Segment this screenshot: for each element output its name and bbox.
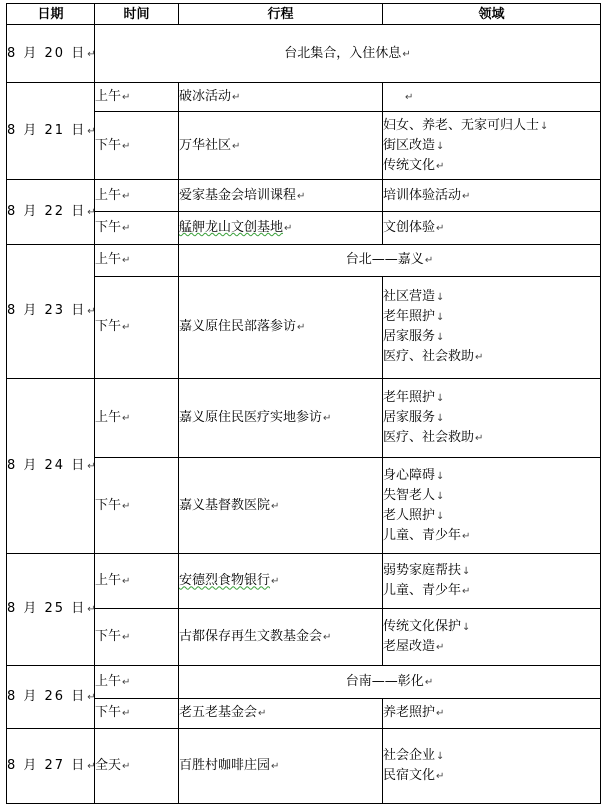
paragraph-mark: ↵ — [297, 322, 306, 334]
date-cell: 8 月 27 日↵ — [7, 728, 95, 803]
field-cell — [383, 378, 601, 457]
itinerary-cell: 嘉义原住民医疗实地参访↵ — [179, 378, 383, 457]
field-line: 儿童、青少年↵ — [383, 583, 471, 599]
field-line: 养老照护↵ — [383, 705, 445, 721]
table-row — [7, 25, 601, 83]
line-break-mark: ↓ — [436, 292, 445, 304]
time-cell: 上午↵ — [95, 665, 179, 698]
paragraph-mark: ↵ — [87, 306, 98, 318]
line-break-mark: ↓ — [436, 750, 445, 762]
line-break-mark: ↓ — [436, 490, 445, 502]
header-field: 领域 — [383, 4, 601, 25]
schedule-table — [6, 3, 601, 804]
itinerary-cell: 嘉义原住民部落参访↵ — [179, 276, 383, 378]
date-cell: 8 月 26 日↵ — [7, 665, 95, 728]
time-cell: 下午↵ — [95, 112, 179, 180]
field-cell — [383, 554, 601, 609]
date-cell: 8 月 20 日↵ — [7, 25, 95, 83]
paragraph-mark: ↵ — [122, 632, 131, 643]
paragraph-mark: ↵ — [122, 223, 131, 235]
paragraph-mark: ↵ — [122, 676, 131, 688]
paragraph-mark: ↵ — [122, 255, 131, 267]
paragraph-mark: ↵ — [297, 190, 306, 202]
line-break-mark: ↵ — [436, 160, 445, 172]
paragraph-mark: ↵ — [232, 140, 241, 152]
field-line: 老年照护↓ — [383, 389, 445, 405]
date-cell: 8 月 22 日↵ — [7, 180, 95, 244]
field-line: 失智老人↓ — [383, 487, 445, 503]
paragraph-mark: ↵ — [87, 760, 98, 772]
field-line: 老人照护↓ — [383, 507, 445, 523]
paragraph-mark: ↵ — [122, 760, 131, 772]
field-cell — [383, 609, 601, 665]
paragraph-mark: ↵ — [87, 461, 98, 473]
line-break-mark: ↓ — [436, 312, 445, 324]
paragraph-mark: ↵ — [122, 500, 131, 512]
itinerary-cell: 古都保存再生文教基金会↵ — [179, 609, 383, 665]
itinerary-cell: 万华社区↵ — [179, 112, 383, 180]
field-line: 居家服务↓ — [383, 329, 445, 345]
table-row — [7, 728, 601, 803]
field-line: 弱势家庭帮扶↓ — [383, 563, 471, 579]
paragraph-mark: ↵ — [271, 500, 280, 512]
field-line: 妇女、养老、无家可归人士↓ — [383, 117, 549, 133]
date-cell: 8 月 21 日↵ — [7, 83, 95, 180]
paragraph-mark: ↵ — [87, 604, 98, 616]
line-break-mark: ↵ — [462, 530, 471, 542]
field-cell — [383, 458, 601, 554]
itinerary-cell: 安德烈食物银行↵ — [179, 554, 383, 609]
table-row — [7, 83, 601, 112]
paragraph-mark: ↵ — [424, 676, 434, 688]
date-cell: 8 月 25 日↵ — [7, 554, 95, 665]
paragraph-mark: ↵ — [405, 92, 414, 104]
time-cell: 上午↵ — [95, 378, 179, 457]
field-cell — [383, 83, 601, 112]
paragraph-mark: ↵ — [122, 140, 131, 152]
table-row — [7, 554, 601, 609]
header-row — [7, 4, 601, 25]
paragraph-mark: ↵ — [122, 708, 131, 720]
line-break-mark: ↓ — [436, 140, 445, 152]
itinerary-cell: 老五老基金会↵ — [179, 698, 383, 728]
table-row — [7, 665, 601, 698]
line-break-mark: ↓ — [540, 120, 549, 132]
field-line: 身心障碍↓ — [383, 467, 445, 483]
time-cell: 上午↵ — [95, 83, 179, 112]
line-break-mark: ↓ — [462, 622, 471, 633]
line-break-mark: ↓ — [436, 412, 445, 424]
field-line: 街区改造↓ — [383, 137, 445, 153]
header-date: 日期 — [7, 4, 95, 25]
line-break-mark: ↓ — [436, 470, 445, 482]
field-line: 社会企业↓ — [383, 747, 445, 763]
line-break-mark: ↓ — [436, 392, 445, 404]
table-row — [7, 112, 601, 180]
itinerary-cell: 爱家基金会培训课程↵ — [179, 180, 383, 212]
time-cell: 下午↵ — [95, 276, 179, 378]
table-row — [7, 244, 601, 276]
field-line: 老屋改造↵ — [383, 639, 445, 654]
line-break-mark: ↵ — [475, 352, 484, 364]
time-cell: 上午↵ — [95, 180, 179, 212]
time-cell: 下午↵ — [95, 698, 179, 728]
paragraph-mark: ↵ — [402, 48, 411, 60]
itinerary-cell: 破冰活动↵ — [179, 83, 383, 112]
date-cell: 8 月 24 日↵ — [7, 378, 95, 553]
table-row — [7, 458, 601, 554]
paragraph-mark: ↵ — [258, 708, 267, 720]
paragraph-mark: ↵ — [323, 412, 332, 424]
paragraph-mark: ↵ — [122, 92, 131, 104]
paragraph-mark: ↵ — [424, 255, 434, 267]
line-break-mark: ↵ — [462, 190, 471, 202]
field-cell — [383, 112, 601, 180]
paragraph-mark: ↵ — [87, 691, 98, 703]
line-break-mark: ↓ — [462, 566, 471, 578]
line-break-mark: ↵ — [436, 642, 445, 653]
itinerary-cell: 艋舺龙山文创基地↵ — [179, 212, 383, 244]
field-line: 医疗、社会救助↵ — [383, 429, 484, 445]
line-break-mark: ↵ — [462, 586, 471, 598]
paragraph-mark: ↵ — [122, 412, 131, 424]
field-cell — [383, 212, 601, 244]
table-row — [7, 378, 601, 457]
itinerary-cell: 百胜村咖啡庄园↵ — [179, 728, 383, 803]
paragraph-mark: ↵ — [87, 126, 98, 138]
time-cell: 下午↵ — [95, 212, 179, 244]
field-cell — [383, 276, 601, 378]
paragraph-mark: ↵ — [87, 48, 98, 60]
table-row — [7, 609, 601, 665]
table-row — [7, 180, 601, 212]
field-cell — [383, 180, 601, 212]
paragraph-mark: ↵ — [271, 576, 280, 588]
paragraph-mark: ↵ — [232, 92, 241, 104]
itinerary-cell: 嘉义基督教医院↵ — [179, 458, 383, 554]
line-break-mark: ↵ — [436, 223, 445, 235]
date-cell: 8 月 23 日↵ — [7, 244, 95, 378]
time-cell: 全天↵ — [95, 728, 179, 803]
header-itinerary: 行程 — [179, 4, 383, 25]
field-cell — [383, 728, 601, 803]
time-cell: 上午↵ — [95, 554, 179, 609]
field-line: 居家服务↓ — [383, 409, 445, 425]
paragraph-mark: ↵ — [122, 322, 131, 334]
field-line: 医疗、社会救助↵ — [383, 349, 484, 365]
paragraph-mark: ↵ — [271, 760, 280, 772]
field-cell — [383, 698, 601, 728]
table-row — [7, 698, 601, 728]
table-row — [7, 276, 601, 378]
field-line: 民宿文化↵ — [383, 767, 445, 783]
time-cell: 下午↵ — [95, 609, 179, 665]
paragraph-mark: ↵ — [122, 190, 131, 202]
field-line: 老年照护↓ — [383, 309, 445, 325]
field-line: 传统文化保护↓ — [383, 619, 471, 634]
span-cell: 台南——彰化↵ — [179, 665, 601, 698]
field-line: 文创体验↵ — [383, 220, 445, 236]
line-break-mark: ↵ — [436, 770, 445, 782]
field-line: 儿童、青少年↵ — [383, 527, 471, 543]
span-cell: 台北——嘉义↵ — [179, 244, 601, 276]
paragraph-mark: ↵ — [87, 206, 98, 218]
paragraph-mark: ↵ — [122, 576, 131, 588]
time-cell: 下午↵ — [95, 458, 179, 554]
field-line: 社区营造↓ — [383, 289, 445, 305]
field-line: 培训体验活动↵ — [383, 187, 471, 203]
time-cell: 上午↵ — [95, 244, 179, 276]
paragraph-mark: ↵ — [284, 223, 293, 235]
line-break-mark: ↓ — [436, 332, 445, 344]
line-break-mark: ↵ — [475, 432, 484, 444]
header-time: 时间 — [95, 4, 179, 25]
line-break-mark: ↓ — [436, 510, 445, 522]
line-break-mark: ↵ — [436, 708, 445, 720]
paragraph-mark: ↵ — [323, 632, 332, 643]
span-cell: 台北集合，入住休息↵ — [95, 25, 601, 83]
field-line: 传统文化↵ — [383, 157, 445, 173]
